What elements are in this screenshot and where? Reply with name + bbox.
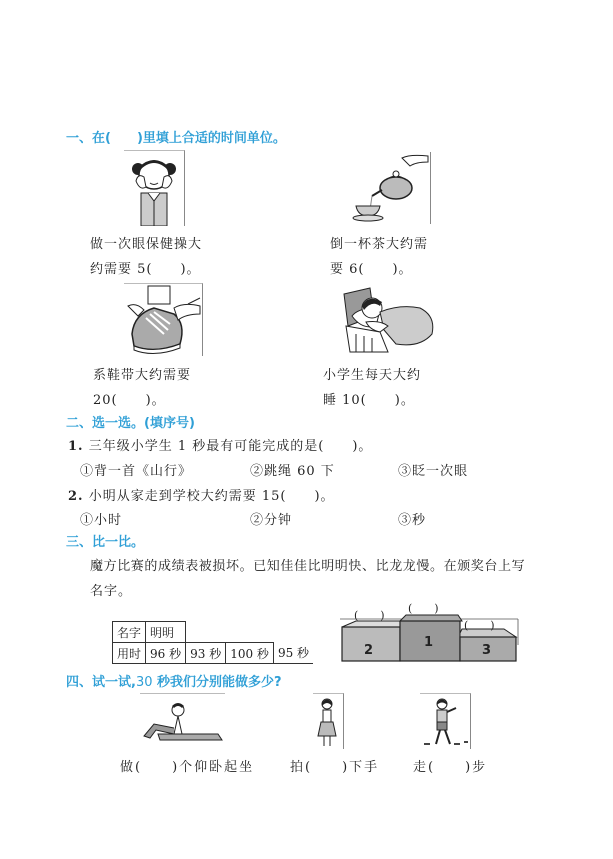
section-3-title: 三、比一比。 [66, 535, 145, 550]
question-text: 小学生每天大约 [323, 368, 422, 383]
table-cell-name: 明明 [146, 622, 186, 643]
question-text: 做一次眼保健操大 [90, 237, 203, 252]
section-4-title-suffix: 秒我们分别能做多少? [152, 675, 282, 690]
question-text: 三年级小学生 1 秒最有可能完成的是( )。 [88, 439, 373, 454]
section-1-title: 一、在( )里填上合适的时间单位。 [66, 131, 286, 146]
question-blank-text: 20( )。 [93, 393, 166, 408]
question-2 [68, 485, 335, 504]
question-blank-text: 睡 10( )。 [323, 393, 415, 408]
option-1-2: ②跳绳 60 下 [250, 464, 335, 479]
question-text: 小明从家走到学校大约需要 15( )。 [88, 489, 335, 504]
table-header-time: 用时 [113, 643, 146, 664]
table-header-name: 名字 [113, 622, 146, 643]
score-table [112, 621, 313, 664]
table-cell-time: 96 秒 [146, 643, 186, 664]
award-podium [340, 602, 520, 663]
option-1-3: ③眨一次眼 [398, 464, 469, 479]
clapping-girl-illustration [313, 693, 344, 749]
table-cell-time: 100 秒 [226, 643, 274, 664]
activity-caption-walk: 走( )步 [413, 760, 488, 775]
question-text: 倒一杯茶大约需 [330, 237, 429, 252]
girl-eye-exercise-illustration [124, 150, 185, 226]
podium-place-2: 2 [364, 643, 374, 658]
activity-caption-clap: 拍( )下手 [290, 760, 380, 775]
paragraph-line-2: 名字。 [90, 584, 133, 599]
sit-up-illustration [140, 693, 225, 744]
section-4-title [66, 671, 282, 690]
child-sleeping-illustration [340, 286, 440, 354]
option-2-2: ②分钟 [250, 513, 293, 528]
activity-caption-situps: 做( )个仰卧起坐 [120, 760, 255, 775]
podium-place-3: 3 [482, 643, 492, 658]
section-4-title-prefix: 四、试一试, [66, 675, 136, 690]
option-1-1: ①背一首《山行》 [80, 464, 193, 479]
section-4-title-number: 30 [135, 675, 153, 690]
question-1 [68, 435, 372, 454]
question-blank-text: 要 6( )。 [330, 262, 413, 277]
tying-shoelace-illustration [124, 283, 203, 356]
option-2-1: ①小时 [80, 513, 123, 528]
section-2-title: 二、选一选。(填序号) [66, 416, 195, 431]
question-text: 系鞋带大约需要 [93, 368, 192, 383]
question-blank-text: 约需要 5( )。 [90, 262, 201, 277]
pouring-tea-illustration [350, 152, 431, 224]
podium-blank-3: ( ) [464, 619, 495, 632]
paragraph-line-1: 魔方比赛的成绩表被损坏。已知佳佳比明明快、比龙龙慢。在颁奖台上写 [90, 559, 526, 574]
walking-boy-illustration [420, 693, 471, 749]
question-number: 2. [68, 489, 84, 504]
table-cell-time-torn: 95 秒 [273, 643, 313, 664]
podium-place-1: 1 [424, 635, 434, 650]
option-2-3: ③秒 [398, 513, 427, 528]
podium-blank-1: ( ) [408, 602, 439, 615]
podium-blank-2: ( ) [354, 609, 385, 622]
question-number: 1. [68, 439, 84, 454]
table-cell-time: 93 秒 [186, 643, 226, 664]
